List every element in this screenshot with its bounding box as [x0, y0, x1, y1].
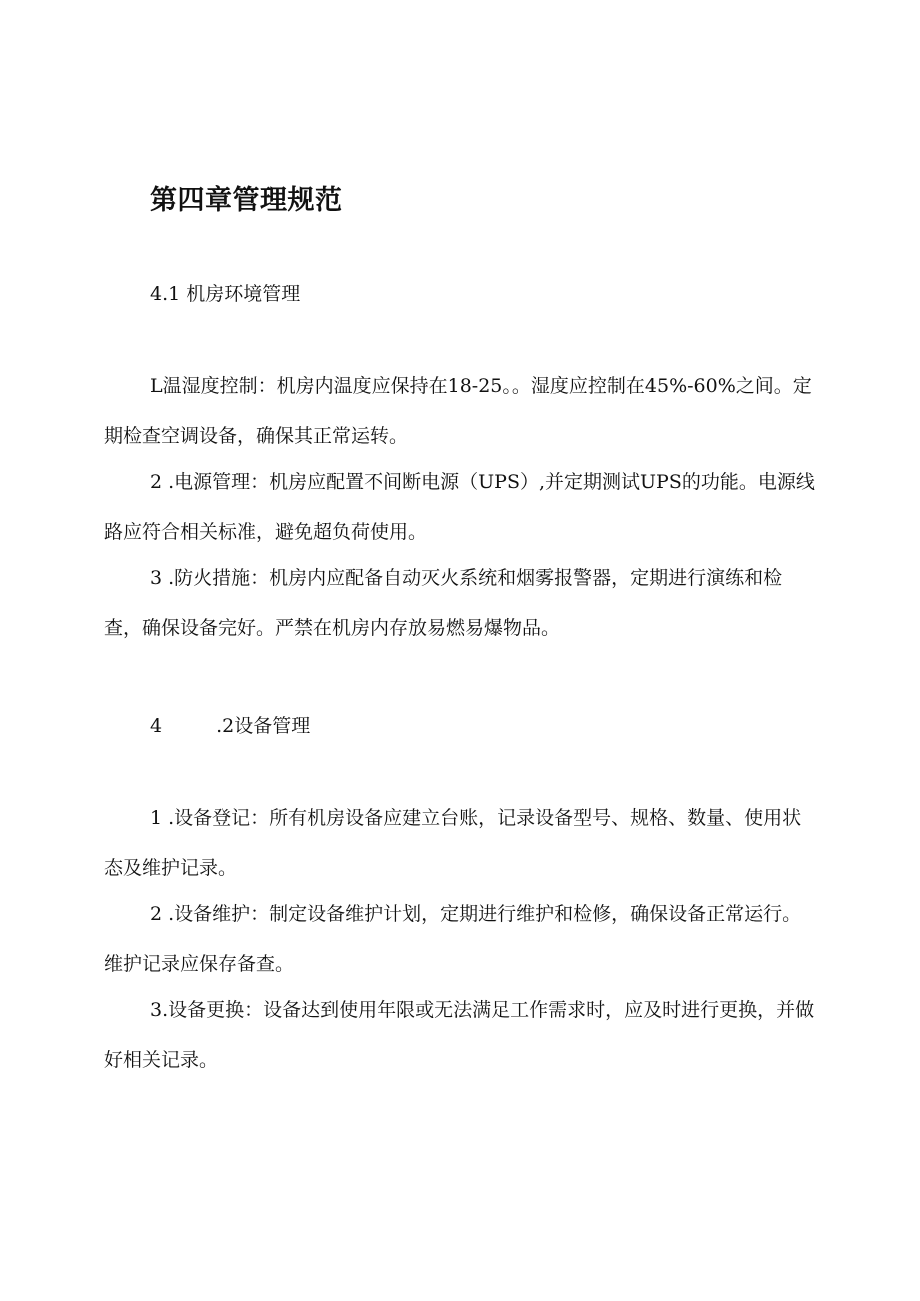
- paragraph-equipment-replacement: 3.设备更换：设备达到使用年限或无法满足工作需求时，应及时进行更换，并做好相关记录。: [104, 999, 815, 1071]
- chapter-title: 第四章管理规范: [150, 185, 343, 216]
- paragraph-temperature-humidity: L温湿度控制：机房内温度应保持在18-25。。湿度应控制在45%-60%之间。定期检查空调设备，确保其正常运转。: [104, 375, 812, 447]
- paragraph-power-management: 2 .电源管理：机房应配置不间断电源（UPS）,并定期测试UPS的功能。电源线路应符合相关标准，避免超负荷使用。: [104, 471, 815, 543]
- section-heading-text: .2设备管理: [216, 715, 311, 737]
- section-heading-4-1: 4.1 机房环境管理: [150, 283, 301, 305]
- paragraph-equipment-maintenance: 2 .设备维护：制定设备维护计划，定期进行维护和检修，确保设备正常运行。维护记录应保存备查。: [104, 903, 802, 975]
- paragraph-equipment-registration: 1 .设备登记：所有机房设备应建立台账，记录设备型号、规格、数量、使用状态及维护记录。: [104, 807, 802, 879]
- section-heading-number: 4: [150, 715, 163, 737]
- paragraph-fire-prevention: 3 .防火措施：机房内应配备自动灭火系统和烟雾报警器，定期进行演练和检查，确保设备完好。严禁在机房内存放易燃易爆物品。: [104, 567, 783, 639]
- section-heading-4-2: [150, 711, 310, 738]
